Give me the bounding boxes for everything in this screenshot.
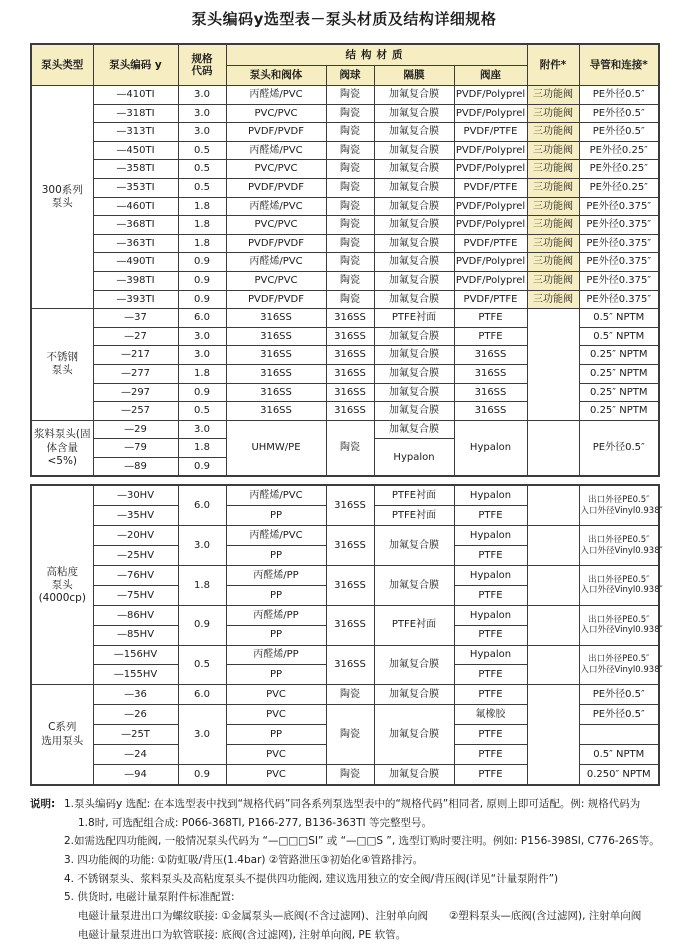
- table-cell: 加氟复合膜: [374, 383, 454, 402]
- table-cell: 0.9: [178, 253, 226, 272]
- header-conduit: 导管和连接*: [579, 44, 659, 86]
- table-cell: PTFE: [454, 309, 527, 328]
- table-cell: 6.0: [178, 309, 226, 328]
- note-line-1: 1.泵头编码y 选配: 在本选型表中找到“规格代码”同各系列泵选型表中的“规格代码”相同者, 原则上即可适配。例: 规格代码为: [64, 797, 641, 810]
- header-valve-ball: 阀球: [326, 66, 374, 86]
- table-cell: 陶瓷: [326, 420, 374, 476]
- table-cell: 316SS: [454, 383, 527, 402]
- table-cell: 3.0: [178, 86, 226, 105]
- table-cell: PE外径0.375″: [579, 271, 659, 290]
- table-cell: 316SS: [326, 566, 374, 606]
- table-cell: 0.9: [178, 457, 226, 476]
- table-cell: 316SS: [226, 327, 326, 346]
- table-cell: 陶瓷: [326, 290, 374, 309]
- table-cell: PE外径0.25″: [579, 160, 659, 179]
- table-cell: —89: [93, 457, 178, 476]
- table-row: [31, 141, 659, 160]
- table-cell: PVC/PVC: [226, 160, 326, 179]
- table-cell: 0.25″ NPTM: [579, 346, 659, 365]
- table-cell: 316SS: [326, 327, 374, 346]
- table-cell: PTFE: [454, 665, 527, 685]
- note-line-5c: 电磁计量泵进出口为软管联接: 底阀(含过滤网), 注射单向阀, PE 软管。: [78, 928, 407, 941]
- table-cell: PTFE: [454, 625, 527, 645]
- header-pump-type: 泵头类型: [31, 44, 93, 86]
- table-row: [31, 290, 659, 309]
- table-cell: 1.8: [178, 439, 226, 458]
- table-cell: PE外径0.5″: [579, 420, 659, 476]
- table-cell: 出口外径PE0.5″ 入口外径Vinyl0.938″: [579, 605, 659, 645]
- table-cell: PVDF/PVDF: [226, 123, 326, 142]
- table-row: [31, 645, 659, 665]
- table-cell: 316SS: [454, 364, 527, 383]
- table-cell: 6.0: [178, 685, 226, 705]
- table-cell: Hypalon: [454, 485, 527, 505]
- table-cell: 加氟复合膜: [374, 290, 454, 309]
- table-cell: 加氟复合膜: [374, 104, 454, 123]
- table-cell: 陶瓷: [326, 160, 374, 179]
- table-body-main: [31, 86, 659, 477]
- table-cell: PP: [226, 625, 326, 645]
- table-cell: 三功能阀: [527, 123, 579, 142]
- table-cell: 丙醛烯/PVC: [226, 86, 326, 105]
- table-cell: PP: [226, 665, 326, 685]
- table-cell: —94: [93, 764, 178, 784]
- table-cell: —393TI: [93, 290, 178, 309]
- header-spec-line2: 代码: [191, 65, 213, 77]
- note-line-5: 5. 供货时, 电磁计量泵附件标准配置:: [64, 891, 235, 904]
- table-cell: 316SS: [226, 309, 326, 328]
- table-cell: —460TI: [93, 197, 178, 216]
- table-cell: PE外径0.5″: [579, 123, 659, 142]
- table-cell: 0.5: [178, 160, 226, 179]
- table-cell: 0.5: [178, 178, 226, 197]
- table-cell: 316SS: [226, 346, 326, 365]
- table-cell: PTFE: [454, 327, 527, 346]
- table-header: [31, 44, 659, 86]
- table-row: [31, 234, 659, 253]
- table-cell: —36: [93, 685, 178, 705]
- table-cell: 三功能阀: [527, 290, 579, 309]
- table-cell: —75HV: [93, 585, 178, 605]
- table-cell: 加氟复合膜: [374, 420, 454, 439]
- note-line-5b: 电磁计量泵进出口为螺纹联接: ①金属泵头—底阀(不含过滤网)、注射单向阀 ②塑料泵头—底阀(含过滤网), 注射单向阀: [78, 909, 642, 922]
- table-cell: PE外径0.5″: [579, 705, 659, 725]
- table-cell: PVDF/Polyprel: [454, 197, 527, 216]
- table-cell: 加氟复合膜: [374, 685, 454, 705]
- table-cell: PVDF/PTFE: [454, 123, 527, 142]
- table-cell: 加氟复合膜: [374, 346, 454, 365]
- table-cell: PP: [226, 585, 326, 605]
- section-label: 300系列 泵头: [31, 86, 93, 309]
- table-cell: —398TI: [93, 271, 178, 290]
- table-cell: 三功能阀: [527, 160, 579, 179]
- table-cell: PE外径0.5″: [579, 104, 659, 123]
- table-cell: PVDF/Polyprel: [454, 253, 527, 272]
- table-cell: 0.5: [178, 402, 226, 421]
- table-cell: —318TI: [93, 104, 178, 123]
- table-cell: —353TI: [93, 178, 178, 197]
- table-cell: PVDF/Polyprel: [454, 104, 527, 123]
- table-cell: 陶瓷: [326, 141, 374, 160]
- table-cell: UHMW/PE: [226, 420, 326, 476]
- table-cell: PVDF/Polyprel: [454, 141, 527, 160]
- table-cell: PE外径0.5″: [579, 685, 659, 705]
- table-cell: PTFE衬面: [374, 309, 454, 328]
- table-cell: PTFE衬面: [374, 605, 454, 645]
- table-cell: 316SS: [326, 383, 374, 402]
- table-cell: PTFE: [454, 764, 527, 784]
- table-cell: 陶瓷: [326, 197, 374, 216]
- table-cell: —450TI: [93, 141, 178, 160]
- table-cell: —156HV: [93, 645, 178, 665]
- table-cell: 316SS: [454, 346, 527, 365]
- table-cell: —257: [93, 402, 178, 421]
- table-row: [31, 605, 659, 625]
- table-cell: PVC: [226, 685, 326, 705]
- table-cell: 316SS: [326, 402, 374, 421]
- table-cell: 丙醛烯/PVC: [226, 253, 326, 272]
- table-cell: 3.0: [178, 123, 226, 142]
- table-row: [31, 197, 659, 216]
- table-cell: —368TI: [93, 216, 178, 235]
- table-cell: 丙醛烯/PVC: [226, 485, 326, 505]
- table-cell: PVDF/Polyprel: [454, 216, 527, 235]
- table-cell: —25T: [93, 725, 178, 745]
- table-cell: 陶瓷: [326, 764, 374, 784]
- table-cell: 加氟复合膜: [374, 141, 454, 160]
- table-cell: [527, 685, 579, 785]
- section-label: 高粘度 泵头 (4000cp): [31, 485, 93, 684]
- header-accessory: 附件*: [527, 44, 579, 86]
- table-cell: 316SS: [454, 402, 527, 421]
- table-cell: [579, 725, 659, 745]
- table-cell: 加氟复合膜: [374, 327, 454, 346]
- table-cell: 陶瓷: [326, 705, 374, 765]
- table-cell: 0.250″ NPTM: [579, 764, 659, 784]
- table-cell: PVDF/Polyprel: [454, 271, 527, 290]
- section-label: 不锈钢 泵头: [31, 309, 93, 421]
- table-cell: PVC/PVC: [226, 216, 326, 235]
- table-cell: PVDF/PTFE: [454, 290, 527, 309]
- table-cell: 丙醛烯/PP: [226, 605, 326, 625]
- table-cell: Hypalon: [454, 645, 527, 665]
- table-cell: PE外径0.375″: [579, 197, 659, 216]
- table-cell: 加氟复合膜: [374, 402, 454, 421]
- table-cell: 316SS: [326, 485, 374, 525]
- table-row: [31, 253, 659, 272]
- table-row: [31, 160, 659, 179]
- table-cell: —20HV: [93, 526, 178, 546]
- table-cell: —410TI: [93, 86, 178, 105]
- table-cell: PVC: [226, 705, 326, 725]
- table-cell: PE外径0.25″: [579, 178, 659, 197]
- table-cell: 加氟复合膜: [374, 526, 454, 566]
- table-cell: 316SS: [326, 605, 374, 645]
- table-cell: PE外径0.5″: [579, 86, 659, 105]
- table-cell: 316SS: [326, 645, 374, 685]
- table-cell: [527, 526, 579, 566]
- table-cell: 丙醛烯/PVC: [226, 197, 326, 216]
- table-cell: PTFE: [454, 506, 527, 526]
- table-cell: PE外径0.375″: [579, 234, 659, 253]
- table-cell: —24: [93, 745, 178, 765]
- table-cell: 1.8: [178, 566, 226, 606]
- table-cell: PE外径0.25″: [579, 141, 659, 160]
- table-cell: 0.9: [178, 383, 226, 402]
- table-cell: 0.5″ NPTM: [579, 327, 659, 346]
- table-cell: PE外径0.375″: [579, 216, 659, 235]
- notes-label: 说明:: [30, 797, 56, 810]
- table-cell: 三功能阀: [527, 216, 579, 235]
- table-cell: PTFE: [454, 745, 527, 765]
- table-cell: —85HV: [93, 625, 178, 645]
- table-cell: 1.8: [178, 216, 226, 235]
- table-cell: 加氟复合膜: [374, 764, 454, 784]
- header-spec-line1: 规格: [191, 52, 213, 65]
- table-cell: PP: [226, 506, 326, 526]
- pump-spec-table-secondary: [30, 484, 663, 785]
- table-cell: 加氟复合膜: [374, 178, 454, 197]
- table-cell: [527, 485, 579, 525]
- table-cell: [527, 309, 579, 421]
- table-row: [31, 566, 659, 586]
- table-cell: PVC/PVC: [226, 104, 326, 123]
- table-cell: 0.9: [178, 271, 226, 290]
- table-cell: PVDF/PTFE: [454, 178, 527, 197]
- table-cell: 0.5″ NPTM: [579, 745, 659, 765]
- table-row: [31, 685, 659, 705]
- section-label: 浆料泵头(固 体含量<5%): [31, 420, 93, 476]
- table-cell: 316SS: [326, 309, 374, 328]
- table-cell: PVDF/PVDF: [226, 234, 326, 253]
- table-cell: PP: [226, 546, 326, 566]
- table-cell: 加氟复合膜: [374, 566, 454, 606]
- note-line-3: 3. 四功能阀的功能: ①防虹吸/背压(1.4bar) ②管路泄压③初始化④管路排污。: [64, 853, 424, 866]
- table-cell: 陶瓷: [326, 104, 374, 123]
- table-cell: 加氟复合膜: [374, 271, 454, 290]
- header-material-group: 结构材质: [226, 44, 527, 66]
- pump-spec-table-main: [30, 43, 660, 477]
- table-cell: [527, 645, 579, 685]
- table-cell: —490TI: [93, 253, 178, 272]
- table-cell: PVDF/PVDF: [226, 178, 326, 197]
- table-cell: 加氟复合膜: [374, 234, 454, 253]
- table-cell: 0.25″ NPTM: [579, 364, 659, 383]
- table-cell: 3.0: [178, 420, 226, 439]
- table-cell: 0.25″ NPTM: [579, 383, 659, 402]
- table-cell: 出口外径PE0.5″ 入口外径Vinyl0.938″: [579, 566, 659, 606]
- table-cell: —30HV: [93, 485, 178, 505]
- table-cell: —26: [93, 705, 178, 725]
- note-line-2: 2.如需选配四功能阀, 一般情况泵头代码为 “—□□□SI” 或 “—□□S ”, 选型订购时要注明。例如: P156-398SI, C776-26S等。: [64, 835, 660, 848]
- table-cell: —27: [93, 327, 178, 346]
- table-cell: 出口外径PE0.5″ 入口外径Vinyl0.938″: [579, 485, 659, 525]
- note-line-4: 4. 不锈钢泵头、浆料泵头及高粘度泵头不提供四功能阀, 建议选用独立的安全阀/背压阀(详见“计量泵附件”): [64, 872, 559, 885]
- table-cell: —86HV: [93, 605, 178, 625]
- table-row: [31, 123, 659, 142]
- table-cell: 3.0: [178, 526, 226, 566]
- table-cell: Hypalon: [374, 439, 454, 477]
- table-row: [31, 485, 659, 505]
- table-cell: 陶瓷: [326, 685, 374, 705]
- table-row: [31, 420, 659, 439]
- table-cell: PE外径0.375″: [579, 290, 659, 309]
- table-cell: PVDF/Polyprel: [454, 86, 527, 105]
- table-cell: 三功能阀: [527, 178, 579, 197]
- table-cell: —358TI: [93, 160, 178, 179]
- table-cell: PTFE: [454, 546, 527, 566]
- table-cell: —37: [93, 309, 178, 328]
- table-cell: 加氟复合膜: [374, 364, 454, 383]
- notes-section: [30, 795, 658, 944]
- table-cell: 加氟复合膜: [374, 645, 454, 685]
- table-cell: 0.9: [178, 605, 226, 645]
- table-cell: 出口外径PE0.5″ 入口外径Vinyl0.938″: [579, 645, 659, 685]
- table-row: [31, 526, 659, 546]
- table-cell: 加氟复合膜: [374, 197, 454, 216]
- table-cell: 加氟复合膜: [374, 123, 454, 142]
- table-cell: —277: [93, 364, 178, 383]
- table-cell: 0.5: [178, 645, 226, 685]
- table-cell: —76HV: [93, 566, 178, 586]
- table-cell: Hypalon: [454, 605, 527, 625]
- table-cell: 3.0: [178, 104, 226, 123]
- table-cell: 丙醛烯/PP: [226, 566, 326, 586]
- table-cell: 三功能阀: [527, 271, 579, 290]
- table-cell: PP: [226, 725, 326, 745]
- table-cell: 加氟复合膜: [374, 253, 454, 272]
- table-cell: [527, 420, 579, 476]
- table-cell: PVC: [226, 764, 326, 784]
- table-cell: —35HV: [93, 506, 178, 526]
- table-cell: 陶瓷: [326, 253, 374, 272]
- table-cell: —79: [93, 439, 178, 458]
- table-row: [31, 271, 659, 290]
- table-cell: [527, 605, 579, 645]
- table-cell: 316SS: [326, 526, 374, 566]
- table-row: [31, 104, 659, 123]
- table-cell: 三功能阀: [527, 253, 579, 272]
- table-cell: PTFE: [454, 685, 527, 705]
- table-cell: 3.0: [178, 705, 226, 765]
- table-cell: —25HV: [93, 546, 178, 566]
- table-cell: 氟橡胶: [454, 705, 527, 725]
- section-label: C系列 选用泵头: [31, 685, 93, 785]
- table-cell: 三功能阀: [527, 104, 579, 123]
- table-cell: 三功能阀: [527, 86, 579, 105]
- table-row: [31, 216, 659, 235]
- table-cell: 加氟复合膜: [374, 705, 454, 765]
- table-cell: 出口外径PE0.5″ 入口外径Vinyl0.938″: [579, 526, 659, 566]
- table-cell: PTFE衬面: [374, 506, 454, 526]
- table-cell: —313TI: [93, 123, 178, 142]
- table-cell: 3.0: [178, 346, 226, 365]
- table-cell: 3.0: [178, 327, 226, 346]
- table-cell: —29: [93, 420, 178, 439]
- table-cell: PTFE衬面: [374, 485, 454, 505]
- header-valve-seat: 阀座: [454, 66, 527, 86]
- table-cell: 陶瓷: [326, 216, 374, 235]
- table-cell: 陶瓷: [326, 178, 374, 197]
- table-cell: 0.9: [178, 764, 226, 784]
- table-cell: PE外径0.375″: [579, 253, 659, 272]
- table-cell: 316SS: [326, 346, 374, 365]
- table-cell: 加氟复合膜: [374, 160, 454, 179]
- table-cell: PVC/PVC: [226, 271, 326, 290]
- table-cell: PVDF/PVDF: [226, 290, 326, 309]
- table-cell: Hypalon: [454, 526, 527, 546]
- table-cell: 1.8: [178, 364, 226, 383]
- table-cell: —297: [93, 383, 178, 402]
- table-cell: 0.9: [178, 290, 226, 309]
- table-cell: 0.5: [178, 141, 226, 160]
- table-cell: 316SS: [226, 402, 326, 421]
- table-row: [31, 86, 659, 105]
- table-cell: Hypalon: [454, 566, 527, 586]
- table-cell: 陶瓷: [326, 271, 374, 290]
- table-cell: [527, 566, 579, 606]
- table-cell: PTFE: [454, 725, 527, 745]
- table-cell: —155HV: [93, 665, 178, 685]
- table-cell: 丙醛烯/PVC: [226, 526, 326, 546]
- header-diaphragm: 隔膜: [374, 66, 454, 86]
- table-cell: 0.25″ NPTM: [579, 402, 659, 421]
- table-cell: 1.8: [178, 197, 226, 216]
- table-cell: 三功能阀: [527, 197, 579, 216]
- table-cell: 丙醛烯/PP: [226, 645, 326, 665]
- table-cell: PVDF/PTFE: [454, 234, 527, 253]
- table-cell: —217: [93, 346, 178, 365]
- table-cell: 6.0: [178, 485, 226, 525]
- table-row: [31, 178, 659, 197]
- header-spec-code: [178, 44, 226, 86]
- table-row: [31, 309, 659, 328]
- page-title: 泵头编码y选型表－泵头材质及结构详细规格: [191, 10, 497, 28]
- table-body-secondary: [31, 485, 663, 784]
- table-cell: Hypalon: [454, 420, 527, 476]
- table-cell: PVDF/Polyprel: [454, 160, 527, 179]
- table-cell: 三功能阀: [527, 234, 579, 253]
- table-cell: 316SS: [226, 364, 326, 383]
- table-cell: PTFE: [454, 585, 527, 605]
- table-cell: 1.8: [178, 234, 226, 253]
- table-cell: 陶瓷: [326, 234, 374, 253]
- table-cell: 加氟复合膜: [374, 86, 454, 105]
- table-cell: 加氟复合膜: [374, 216, 454, 235]
- table-cell: —363TI: [93, 234, 178, 253]
- table-cell: 316SS: [326, 364, 374, 383]
- table-cell: 0.5″ NPTM: [579, 309, 659, 328]
- table-cell: PVC: [226, 745, 326, 765]
- table-cell: 陶瓷: [326, 86, 374, 105]
- table-cell: 316SS: [226, 383, 326, 402]
- table-cell: 丙醛烯/PVC: [226, 141, 326, 160]
- header-head-valve-body: 泵头和阀体: [226, 66, 326, 86]
- table-cell: 三功能阀: [527, 141, 579, 160]
- header-pump-code: 泵头编码 y: [93, 44, 178, 86]
- table-cell: 陶瓷: [326, 123, 374, 142]
- note-line-1b: 1.8时, 可选配组合成: P066-368TI, P166-277, B136-363TI 等完整型号。: [78, 816, 432, 829]
